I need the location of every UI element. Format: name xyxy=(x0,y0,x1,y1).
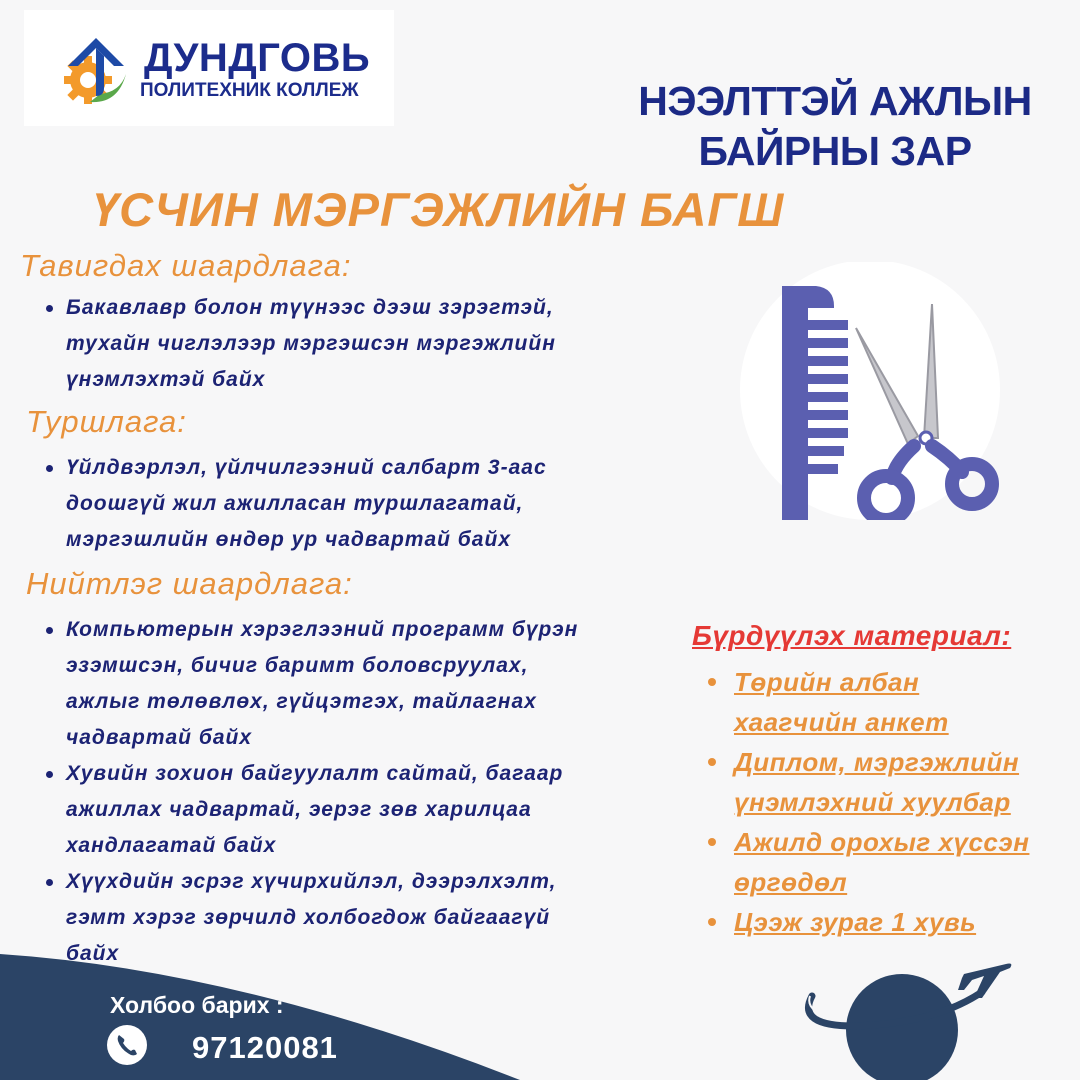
list-item: Диплом, мэргэжлийн үнэмлэхний хуулбар xyxy=(708,742,1068,822)
college-name: ДУНДГОВЬ xyxy=(144,36,371,80)
general-heading: Нийтлэг шаардлага: xyxy=(26,566,353,601)
list-item: Бакавлавр болон түүнээс дээш зэрэгтэй, тухайн чиглэлээр мэргэшсэн мэргэжлийн үнэмлэхтэй байх xyxy=(46,290,556,398)
experience-list xyxy=(46,450,547,558)
house-gear-logo-icon xyxy=(60,30,132,110)
headline-line-2: БАЙРНЫ ЗАР xyxy=(698,128,972,174)
list-item: Үйлдвэрлэл, үйлчилгээний салбарт 3-аас доошгүй жил ажилласан туршлагатай, мэргэшлийн өндөр ур чадвартай байх xyxy=(46,450,547,558)
contact-label: Холбоо барих : xyxy=(110,992,284,1018)
list-item: Ажилд орохыг хүссэн өргөдөл xyxy=(708,822,1068,902)
job-title: ҮСЧИН МЭРГЭЖЛИЙН БАГШ xyxy=(92,183,785,236)
list-item: Хувийн зохион байгуулалт сайтай, багаар ажиллах чадвартай, эерэг зөв харилцаа хандлагатай байх xyxy=(46,756,578,864)
materials-list xyxy=(708,662,1068,942)
globe-airplane-icon xyxy=(804,944,1024,1080)
list-item: Төрийн албан хаагчийн анкет xyxy=(708,662,1068,742)
list-item: Хүүхдийн эсрэг хүчирхийлэл, дээрэлхэлт, гэмт хэрэг зөрчилд холбогдож байгаагүй байх xyxy=(46,864,578,972)
college-subtitle: ПОЛИТЕХНИК КОЛЛЕЖ xyxy=(140,80,359,101)
list-item: Цээж зураг 1 хувь xyxy=(708,902,1068,942)
materials-heading: Бүрдүүлэх материал: xyxy=(692,620,1012,651)
phone-number[interactable]: 97120081 xyxy=(192,1030,338,1065)
requirements-list xyxy=(46,290,556,398)
requirements-heading: Тавигдах шаардлага: xyxy=(20,248,352,283)
college-logo xyxy=(24,10,394,126)
page-headline xyxy=(620,76,1050,176)
headline-line-1: НЭЭЛТТЭЙ АЖЛЫН xyxy=(638,78,1032,124)
general-list xyxy=(46,612,578,972)
list-item: Компьютерын хэрэглээний программ бүрэн эзэмшсэн, бичиг баримт боловсруулах, ажлыг төлөвлөх, гүйцэтгэх, тайлагнах чадвартай байх xyxy=(46,612,578,756)
phone-icon xyxy=(106,1024,148,1066)
comb-scissors-icon xyxy=(736,262,1004,530)
experience-heading: Туршлага: xyxy=(26,404,187,439)
